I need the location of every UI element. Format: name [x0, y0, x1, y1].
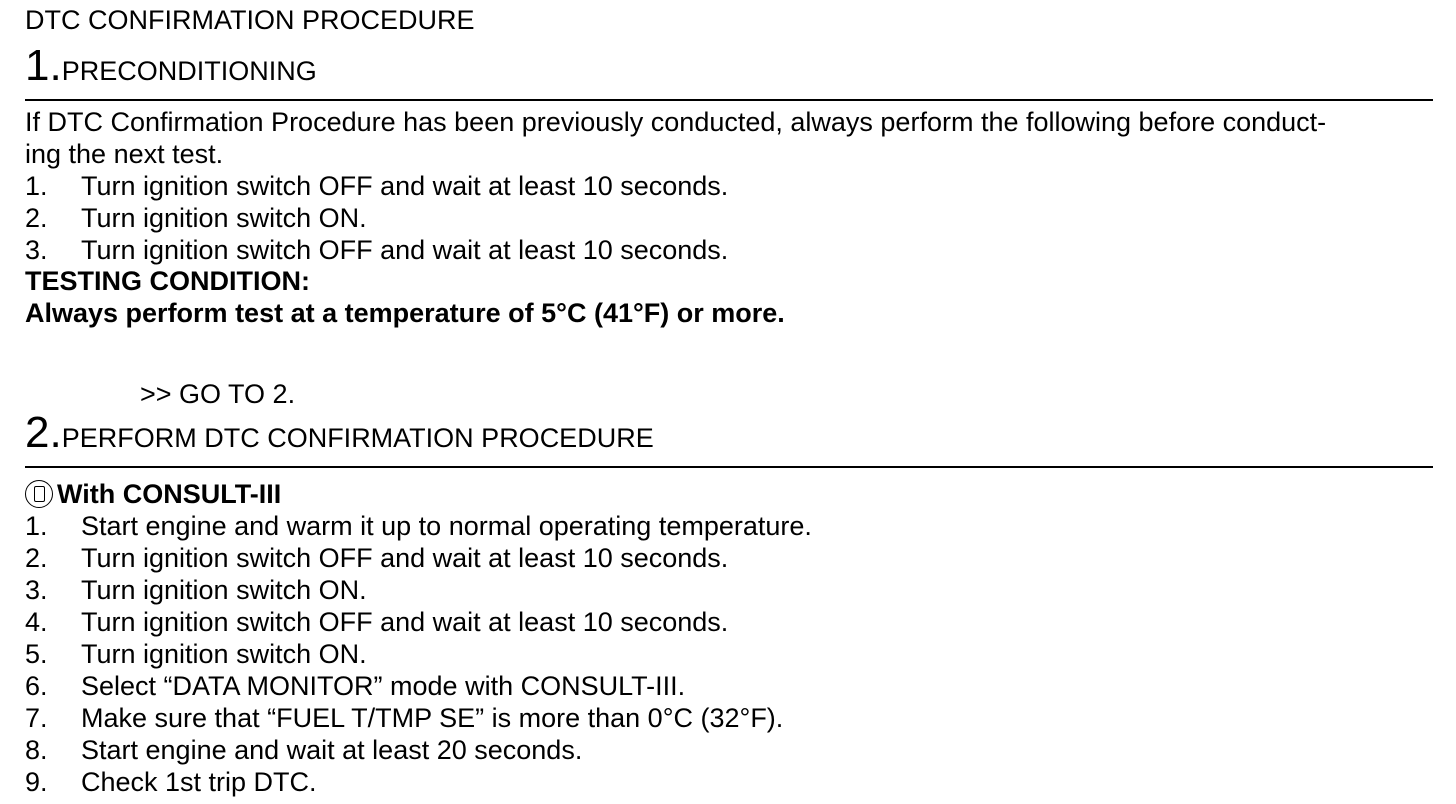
step-1-list-item — [25, 202, 367, 234]
list-item-number: 9. — [25, 767, 48, 797]
list-item-text: Select “DATA MONITOR” mode with CONSULT-III. — [81, 671, 686, 701]
step-1-heading — [25, 40, 317, 92]
step-1-list-item — [25, 170, 728, 202]
step-1-number: 1. — [25, 41, 62, 90]
list-item-number: 3. — [25, 235, 48, 265]
list-item-number: 6. — [25, 671, 48, 701]
goto-step-2-link[interactable]: >> GO TO 2. — [140, 379, 296, 409]
list-item-text: Turn ignition switch OFF and wait at least 10 seconds. — [81, 171, 729, 201]
step-2-list-item — [25, 670, 685, 702]
list-item-number: 3. — [25, 575, 48, 605]
step-2-number: 2. — [25, 408, 62, 457]
list-item-text: Start engine and warm it up to normal operating temperature. — [81, 511, 812, 541]
list-item-text: Turn ignition switch OFF and wait at least 10 seconds. — [81, 235, 729, 265]
list-item-number: 4. — [25, 607, 48, 637]
list-item-text: Make sure that “FUEL T/TMP SE” is more than 0°C (32°F). — [81, 703, 784, 733]
list-item-text: Start engine and wait at least 20 seconds. — [81, 735, 583, 765]
step-2-list-item — [25, 638, 367, 670]
list-item-number: 1. — [25, 511, 48, 541]
list-item-number: 8. — [25, 735, 48, 765]
step-2-list-item — [25, 606, 728, 638]
list-item-number: 5. — [25, 639, 48, 669]
step-1-intro-line-1: If DTC Confirmation Procedure has been previously conducted, always perform the following before conduct- — [25, 107, 1327, 137]
list-item-number: 1. — [25, 171, 48, 201]
step-2-list-item — [25, 510, 812, 542]
list-item-text: Turn ignition switch ON. — [81, 203, 367, 233]
list-item-text: Check 1st trip DTC. — [81, 767, 317, 797]
step-1-list-item — [25, 234, 728, 266]
step-1-divider — [25, 99, 1433, 101]
testing-condition-label: TESTING CONDITION: — [25, 266, 310, 296]
step-2-list-item — [25, 734, 582, 766]
consult-tool-icon — [25, 480, 53, 508]
consult-label: With CONSULT-III — [57, 479, 282, 509]
step-2-list-item — [25, 542, 728, 574]
list-item-text: Turn ignition switch ON. — [81, 575, 367, 605]
step-2-title: PERFORM DTC CONFIRMATION PROCEDURE — [61, 423, 654, 453]
step-1-intro-line-2: ing the next test. — [25, 139, 224, 169]
list-item-number: 7. — [25, 703, 48, 733]
list-item-text: Turn ignition switch OFF and wait at least 10 seconds. — [81, 543, 729, 573]
list-item-number: 2. — [25, 543, 48, 573]
step-2-divider — [25, 466, 1433, 468]
step-2-heading — [25, 407, 654, 459]
step-1-title: PRECONDITIONING — [61, 56, 317, 86]
consult-heading — [25, 478, 281, 510]
testing-condition-text: Always perform test at a temperature of 5°C (41°F) or more. — [25, 298, 785, 328]
step-2-list-item — [25, 766, 317, 798]
list-item-text: Turn ignition switch ON. — [81, 639, 367, 669]
document-title: DTC CONFIRMATION PROCEDURE — [25, 5, 475, 35]
list-item-number: 2. — [25, 203, 48, 233]
step-2-list-item — [25, 702, 783, 734]
list-item-text: Turn ignition switch OFF and wait at least 10 seconds. — [81, 607, 729, 637]
step-2-list-item — [25, 574, 367, 606]
